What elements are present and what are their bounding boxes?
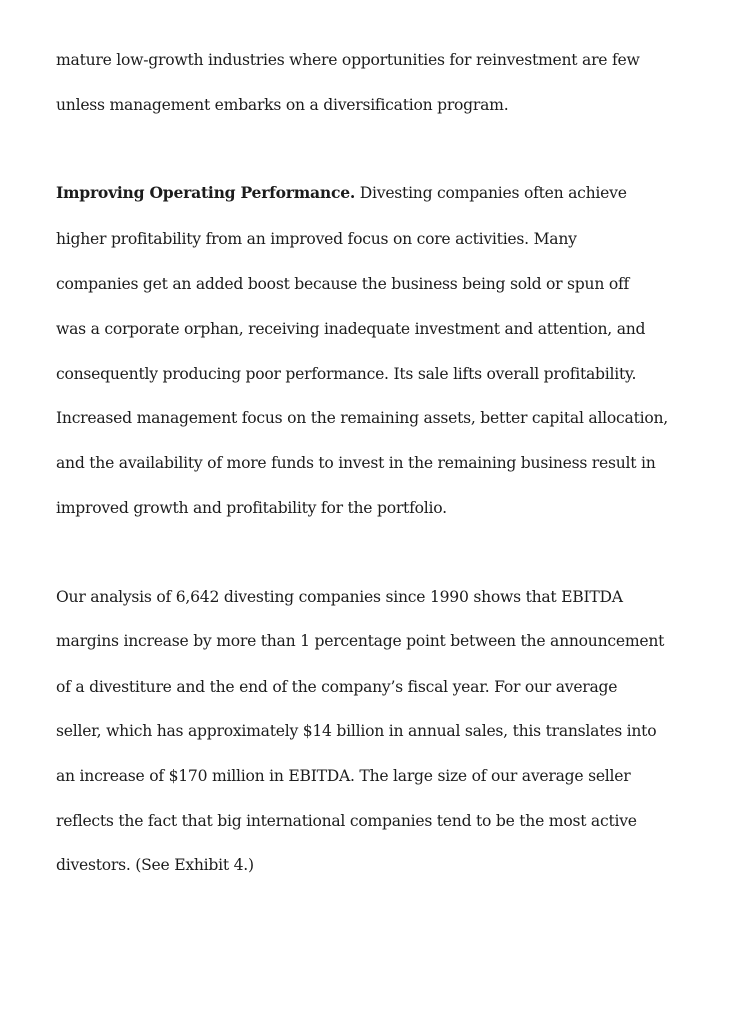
paragraph-3-line-3: of a divestiture and the end of the company’s fiscal year. For our average [56,678,618,696]
paragraph-2-line-7: and the availability of more funds to invest in the remaining business result in [56,454,656,472]
paragraph-1-line-1: mature low-growth industries where opportunities for reinvestment are few [56,51,640,69]
paragraph-2-line-5: consequently producing poor performance. Its sale lifts overall profitability. [56,365,637,383]
paragraph-2-line-2: higher profitability from an improved focus on core activities. Many [56,230,577,248]
paragraph-1-line-2: unless management embarks on a diversification program. [56,96,509,114]
paragraph-3-line-5: an increase of $170 million in EBITDA. The large size of our average seller [56,767,631,785]
paragraph-3-line-1: Our analysis of 6,642 divesting companies since 1990 shows that EBITDA [56,588,623,606]
paragraph-2-line-8: improved growth and profitability for the portfolio. [56,499,447,517]
paragraph-2-line-1-text: Divesting companies often achieve [355,184,627,202]
paragraph-3-line-2: margins increase by more than 1 percentage point between the announcement [56,632,665,650]
paragraph-2-line-6: Increased management focus on the remaining assets, better capital allocation, [56,409,668,427]
section-heading-improving-operating-performance: Improving Operating Performance. [56,183,356,202]
paragraph-3-line-4: seller, which has approximately $14 billion in annual sales, this translates into [56,722,657,740]
paragraph-2-line-3: companies get an added boost because the business being sold or spun off [56,275,630,293]
paragraph-2-line-4: was a corporate orphan, receiving inadequate investment and attention, and [56,320,646,338]
paragraph-2-line-1 [56,183,627,203]
paragraph-3-line-6: reflects the fact that big international companies tend to be the most active [56,812,637,830]
paragraph-3-line-7: divestors. (See Exhibit 4.) [56,856,254,874]
